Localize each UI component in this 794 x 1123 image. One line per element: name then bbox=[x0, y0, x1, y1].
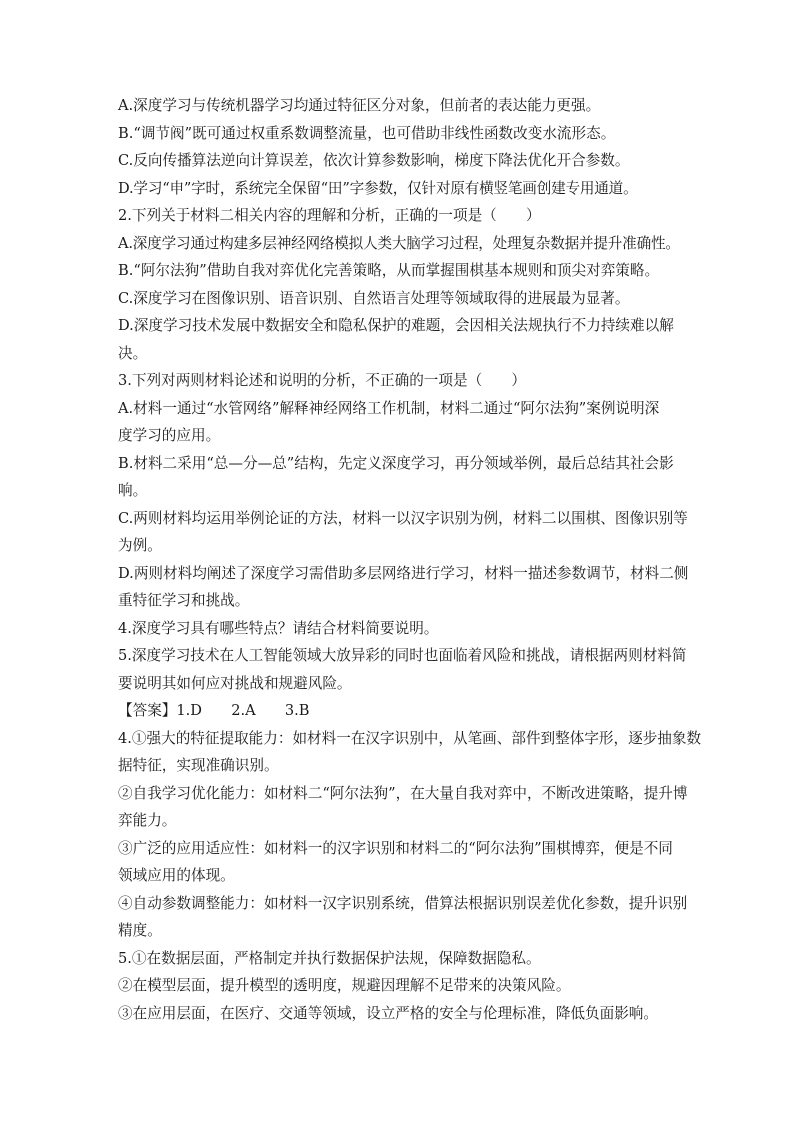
answer-line-continued: 弈能力。 bbox=[118, 812, 177, 829]
option-line-continued: 度学习的应用。 bbox=[118, 427, 221, 444]
question-line-continued: 要说明其如何应对挑战和规避风险。 bbox=[118, 674, 352, 692]
answer-line: ③广泛的应用适应性：如材料一的汉字识别和材料二的“阿尔法狗”围棋博弈，便是不同 bbox=[118, 839, 673, 857]
option-line: C.反向传播算法逆向计算误差，依次计算参数影响，梯度下降法优化开合参数。 bbox=[118, 152, 630, 169]
answer-key: 【答案】1.D 2.A 3.B bbox=[118, 702, 310, 719]
question-line: 2.下列关于材料二相关内容的理解和分析，正确的一项是（ ） bbox=[118, 207, 541, 224]
answer-line: ④自动参数调整能力：如材料一汉字识别系统，借算法根据识别误差优化参数，提升识别 bbox=[118, 894, 688, 912]
answer-line: ②在模型层面，提升模型的透明度，规避因理解不足带来的决策风险。 bbox=[118, 977, 571, 994]
question-line: 5.深度学习技术在人工智能领域大放异彩的同时也面临着风险和挑战，请根据两则材料简 bbox=[118, 647, 687, 664]
option-line-continued: 重特征学习和挑战。 bbox=[118, 592, 250, 609]
document-body bbox=[118, 92, 702, 1027]
option-line: B.“调节阀”既可通过权重系数调整流量，也可借助非线性函数改变水流形态。 bbox=[118, 124, 616, 142]
option-line: D.学习“申”字时，系统完全保留“田”字参数，仅针对原有横竖笔画创建专用通道。 bbox=[118, 179, 638, 197]
answer-line: 4.①强大的特征提取能力：如材料一在汉字识别中，从笔画、部件到整体字形，逐步抽象数 bbox=[118, 729, 702, 747]
option-line: A.材料一通过“水管网络”解释神经网络工作机制，材料二通过“阿尔法狗”案例说明深 bbox=[118, 399, 660, 417]
answer-line-continued: 领域应用的体现。 bbox=[118, 867, 235, 884]
option-line: B.材料二采用“总—分—总”结构，先定义深度学习，再分领域举例，最后总结其社会影 bbox=[118, 454, 674, 472]
option-line: C.深度学习在图像识别、语音识别、自然语言处理等领域取得的进展最为显著。 bbox=[118, 289, 630, 307]
answer-line-continued: 精度。 bbox=[118, 922, 162, 939]
option-line-continued: 为例。 bbox=[118, 537, 162, 554]
answer-line-continued: 据特征，实现准确识别。 bbox=[118, 757, 279, 774]
option-line-continued: 响。 bbox=[118, 482, 148, 499]
answer-line: ③在应用层面，在医疗、交通等领域，设立严格的安全与伦理标准，降低负面影响。 bbox=[118, 1004, 658, 1022]
question-line: 3.下列对两则材料论述和说明的分析，不正确的一项是（ ） bbox=[118, 372, 526, 389]
option-line: D.两则材料均阐述了深度学习需借助多层网络进行学习，材料一描述参数调节，材料二侧 bbox=[118, 564, 689, 582]
answer-line: ②自我学习优化能力：如材料二“阿尔法狗”，在大量自我对弈中，不断改进策略，提升博 bbox=[118, 784, 688, 802]
question-line: 4.深度学习具有哪些特点？请结合材料简要说明。 bbox=[118, 619, 439, 637]
option-line: B.“阿尔法狗”借助自我对弈优化完善策略，从而掌握围棋基本规则和顶尖对弈策略。 bbox=[118, 262, 660, 279]
answer-line: 5.①在数据层面，严格制定并执行数据保护法规，保障数据隐私。 bbox=[118, 949, 541, 967]
option-line: A.深度学习通过构建多层神经网络模拟人类大脑学习过程，处理复杂数据并提升准确性。 bbox=[118, 234, 680, 252]
option-line: A.深度学习与传统机器学习均通过特征区分对象，但前者的表达能力更强。 bbox=[118, 97, 601, 114]
option-line-continued: 决。 bbox=[118, 344, 148, 362]
option-line: D.深度学习技术发展中数据安全和隐私保护的难题，会因相关法规执行不力持续难以解 bbox=[118, 317, 674, 334]
option-line: C.两则材料均运用举例论证的方法，材料一以汉字识别为例，材料二以围棋、图像识别等 bbox=[118, 509, 688, 527]
